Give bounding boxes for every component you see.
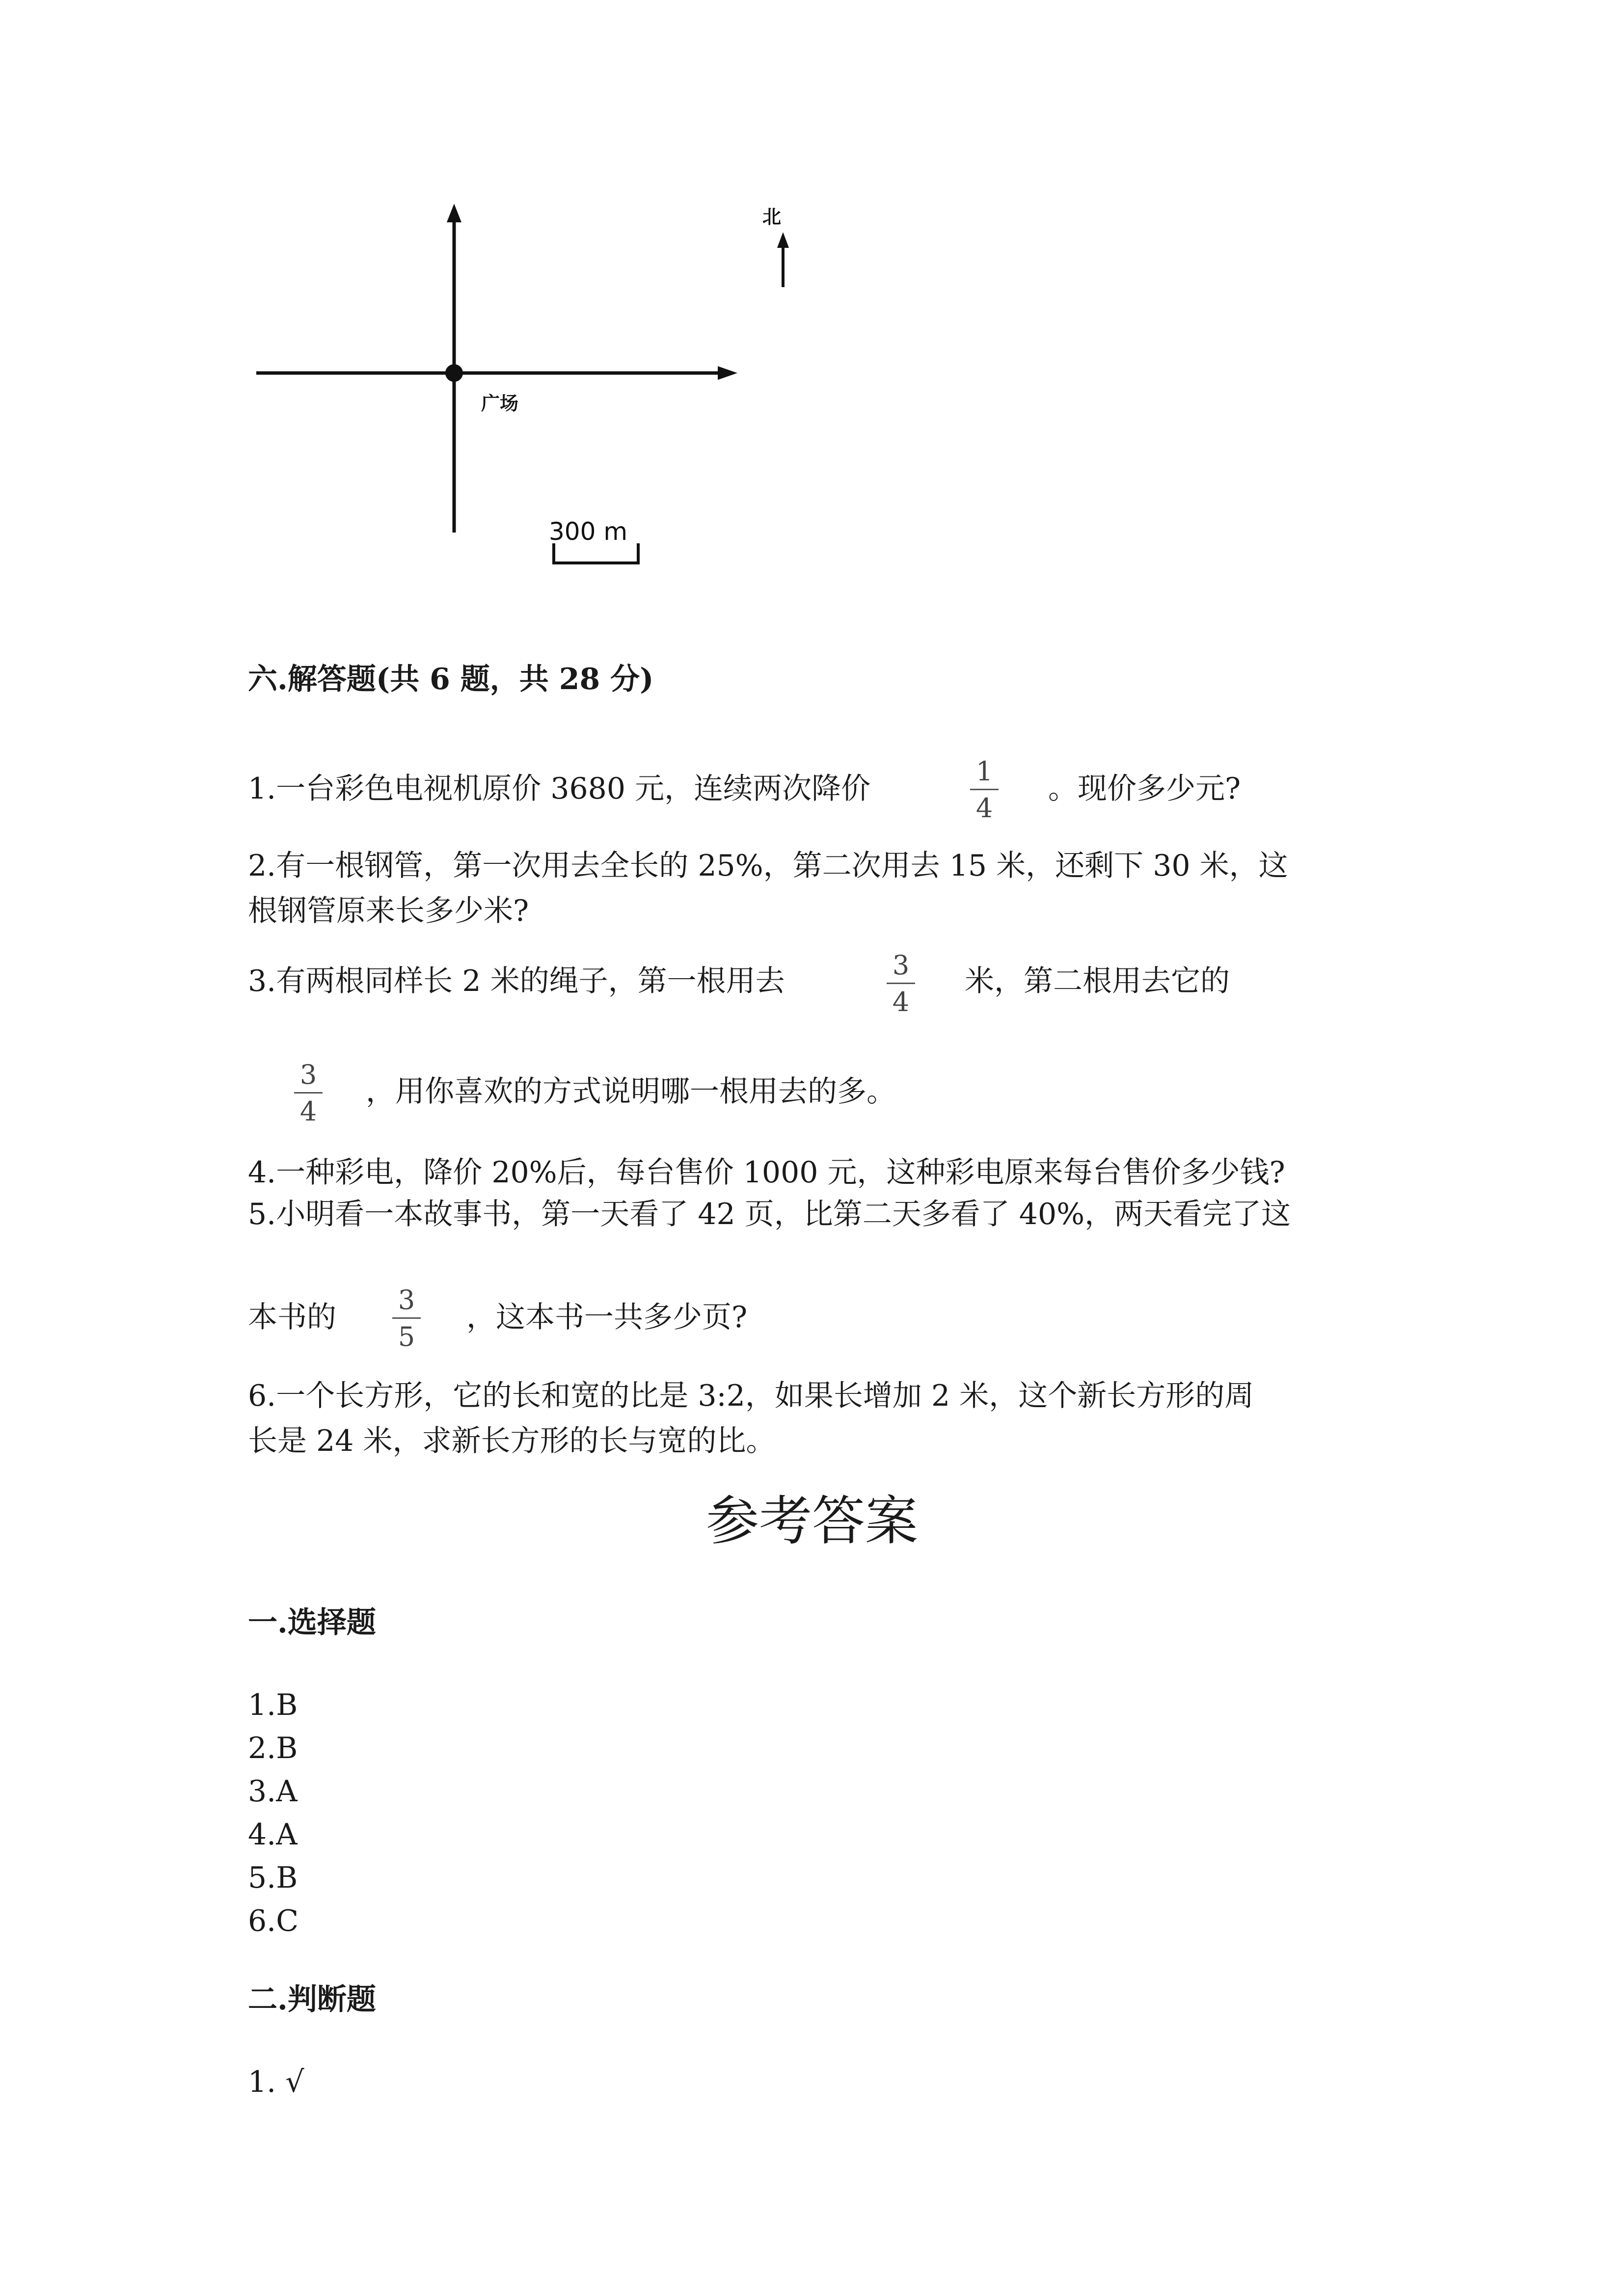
section6-heading: 六.解答题(共 6 题，共 28 分) xyxy=(248,662,654,696)
q3-fraction-1 xyxy=(884,952,918,1015)
q5-frac-bar xyxy=(392,1317,421,1319)
horizontal-arrowhead xyxy=(718,366,737,380)
answers-section2-heading: 二.判断题 xyxy=(248,1982,376,2017)
q6-line1: 6.一个长方形，它的长和宽的比是 3:2，如果长增加 2 米，这个新长方形的周 xyxy=(248,1379,1254,1413)
q5-frac-numerator: 3 xyxy=(398,1284,415,1315)
answers-section1-heading: 一.选择题 xyxy=(248,1605,376,1640)
vertical-arrowhead xyxy=(447,204,461,222)
center-label: 广场 xyxy=(481,393,519,414)
map-figure xyxy=(245,194,859,582)
q1-frac-bar xyxy=(970,789,999,790)
q3-frac1-denominator: 4 xyxy=(892,987,910,1017)
q1-text-after: 。现价多少元? xyxy=(1048,772,1241,806)
q1-frac-denominator: 4 xyxy=(975,793,993,824)
q3-frac2-numerator: 3 xyxy=(299,1059,317,1090)
q5-text-after: ，这本书一共多少页? xyxy=(466,1300,748,1335)
q3-frac1-bar xyxy=(887,983,915,984)
q5-line1: 5.小明看一本故事书，第一天看了 42 页，比第二天多看了 40%，两天看完了这 xyxy=(248,1197,1291,1231)
q3-frac1-numerator: 3 xyxy=(892,950,910,981)
q1-frac-numerator: 1 xyxy=(975,756,993,787)
answer-item: 4.A xyxy=(248,1817,298,1852)
q6-line2: 长是 24 米，求新长方形的长与宽的比。 xyxy=(248,1424,776,1458)
answer-item: 6.C xyxy=(248,1904,299,1938)
answer-item: 1. √ xyxy=(248,2065,304,2099)
q3-text-middle: 米，第二根用去它的 xyxy=(965,964,1230,998)
answer-item: 3.A xyxy=(248,1774,298,1809)
scale-label: 300 m xyxy=(549,517,628,546)
q3-frac2-denominator: 4 xyxy=(299,1096,317,1127)
center-point xyxy=(445,364,463,382)
q1-text-before: 1.一台彩色电视机原价 3680 元，连续两次降价 xyxy=(248,772,871,806)
q3-text-after: ，用你喜欢的方式说明哪一根用去的多。 xyxy=(366,1074,896,1109)
answers-title: 参考答案 xyxy=(705,1491,918,1552)
q3-fraction-2 xyxy=(291,1059,325,1127)
answer-item: 2.B xyxy=(248,1731,298,1765)
q3-text-before: 3.有两根同样长 2 米的绳子，第一根用去 xyxy=(248,964,785,998)
north-arrowhead xyxy=(777,232,789,248)
q1-fraction xyxy=(967,758,1001,822)
answer-item: 1.B xyxy=(248,1688,298,1722)
q2-line2: 根钢管原来长多少米? xyxy=(248,894,529,928)
q5-fraction xyxy=(389,1284,424,1352)
q2-line1: 2.有一根钢管，第一次用去全长的 25%，第二次用去 15 米，还剩下 30 米，这 xyxy=(248,849,1288,883)
north-label: 北 xyxy=(762,206,782,228)
q3-frac2-bar xyxy=(294,1092,323,1094)
q4-text: 4.一种彩电，降价 20%后，每台售价 1000 元，这种彩电原来每台售价多少钱? xyxy=(248,1155,1285,1190)
q5-text-before: 本书的 xyxy=(248,1300,336,1335)
answer-item: 5.B xyxy=(248,1861,298,1895)
q5-frac-denominator: 5 xyxy=(398,1321,415,1352)
scale-bar xyxy=(554,543,638,563)
